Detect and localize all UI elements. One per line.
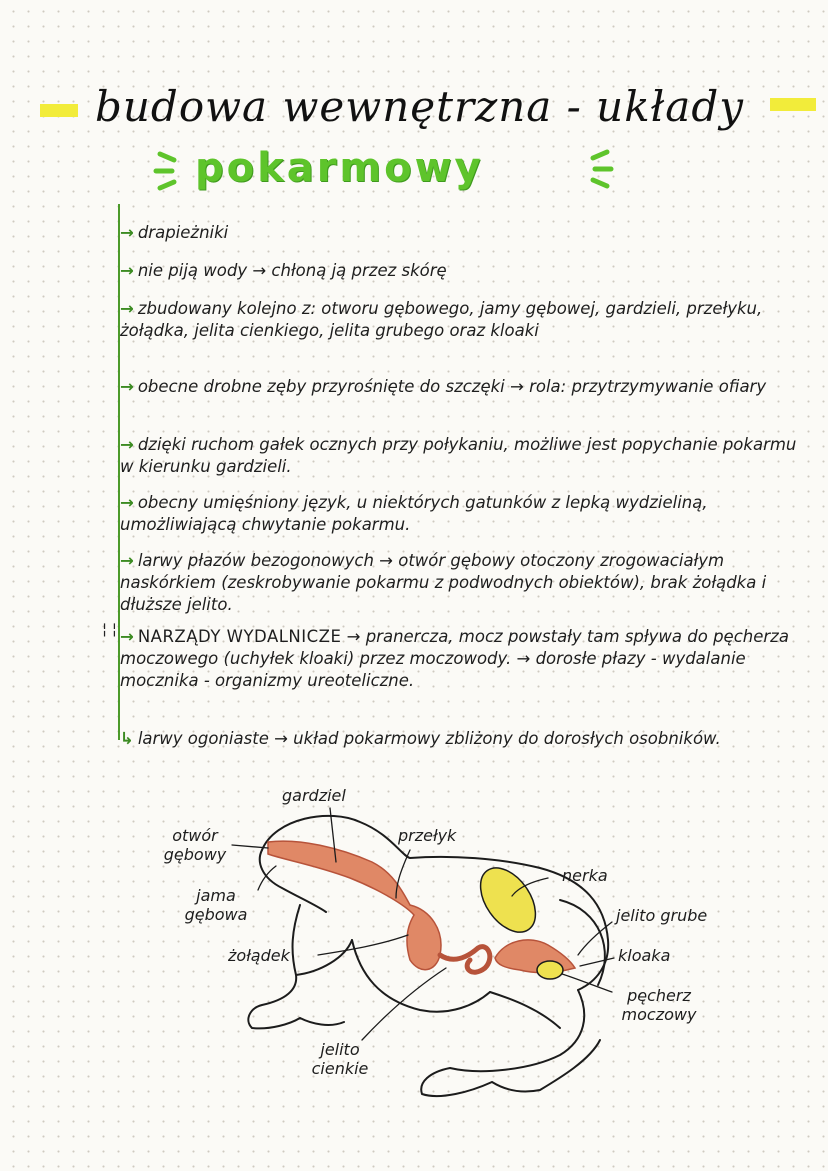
note-item: → NARZĄDY WYDALNICZE → pranercza, mocz powstały tam spływa do pęcherza moczowego (uchyłek kloaki) przez moczowody. → dorosłe płazy - wydalanie mocznika - organizmy ureoteliczne. [120,627,789,690]
label-pecherz-moczowy: pęcherz moczowy [621,986,697,1024]
label-zoladek: żołądek [228,946,290,965]
label-gardziel: gardziel [282,786,346,805]
label-jelito-cienkie: jelito cienkie [311,1040,369,1078]
label-otwor-gebowy: otwór gębowy [163,826,227,864]
frog-front-leg [248,905,352,1028]
frog-thigh [560,900,605,985]
kidney [469,858,546,942]
arrow-icon: → [120,627,134,646]
urinary-bladder [537,961,563,979]
leader-pecherz [562,974,612,992]
page-title: budowa wewnętrzna - układy [95,82,744,131]
label-kloaka: kloaka [618,946,671,965]
note-item: → zbudowany kolejno z: otworu gębowego, jamy gębowej, gardzieli, przełyku, żołądka, jelita cienkiego, jelita grubego oraz kloaki [120,299,763,340]
note-item: → nie piją wody → chłoną ją przez skórę [120,261,447,280]
note-item: → dzięki ruchom gałek ocznych przy połykaniu, możliwe jest popychanie pokarmu w kierunku gardzieli. [120,435,797,476]
arrow-icon: → [120,299,134,318]
arrow-icon: → [120,435,134,454]
frog-hind-leg [421,990,600,1096]
note-item: ↳ larwy ogoniaste → układ pokarmowy zbliżony do dorosłych osobników. [120,729,721,748]
leader-kloaka [580,958,614,966]
note-item: → obecny umięśniony język, u niektórych gatunków z lepką wydzieliną, umożliwiającą chwytanie pokarmu. [120,493,708,534]
note-item: → drapieżniki [120,223,229,242]
label-nerka: nerka [562,866,608,885]
note-item: → obecne drobne zęby przyrośnięte do szczęki → rola: przytrzymywanie ofiary [120,377,767,396]
arrow-icon: → [120,261,134,280]
label-jama-gebowa: jama gębowa [184,886,248,924]
small-intestine [440,947,490,973]
arrow-icon: → [120,377,134,396]
label-przelyk: przełyk [398,826,457,845]
page-subtitle: pokarmowy [195,145,484,191]
margin-marks: ¦ ¦ [102,620,117,638]
leader-zoladek [318,935,408,955]
arrow-icon: → [120,551,134,570]
label-jelito-grube: jelito grube [616,906,708,925]
arrow-icon: → [120,223,134,242]
note-item: → larwy płazów bezogonowych → otwór gębowy otoczony zrogowaciałym naskórkiem (zeskrobywanie pokarmu z podwodnych obiektów), brak żołądka i dłuższe jelito. [120,551,767,614]
arrow-icon: ↳ [120,729,134,748]
arrow-icon: → [120,493,134,512]
